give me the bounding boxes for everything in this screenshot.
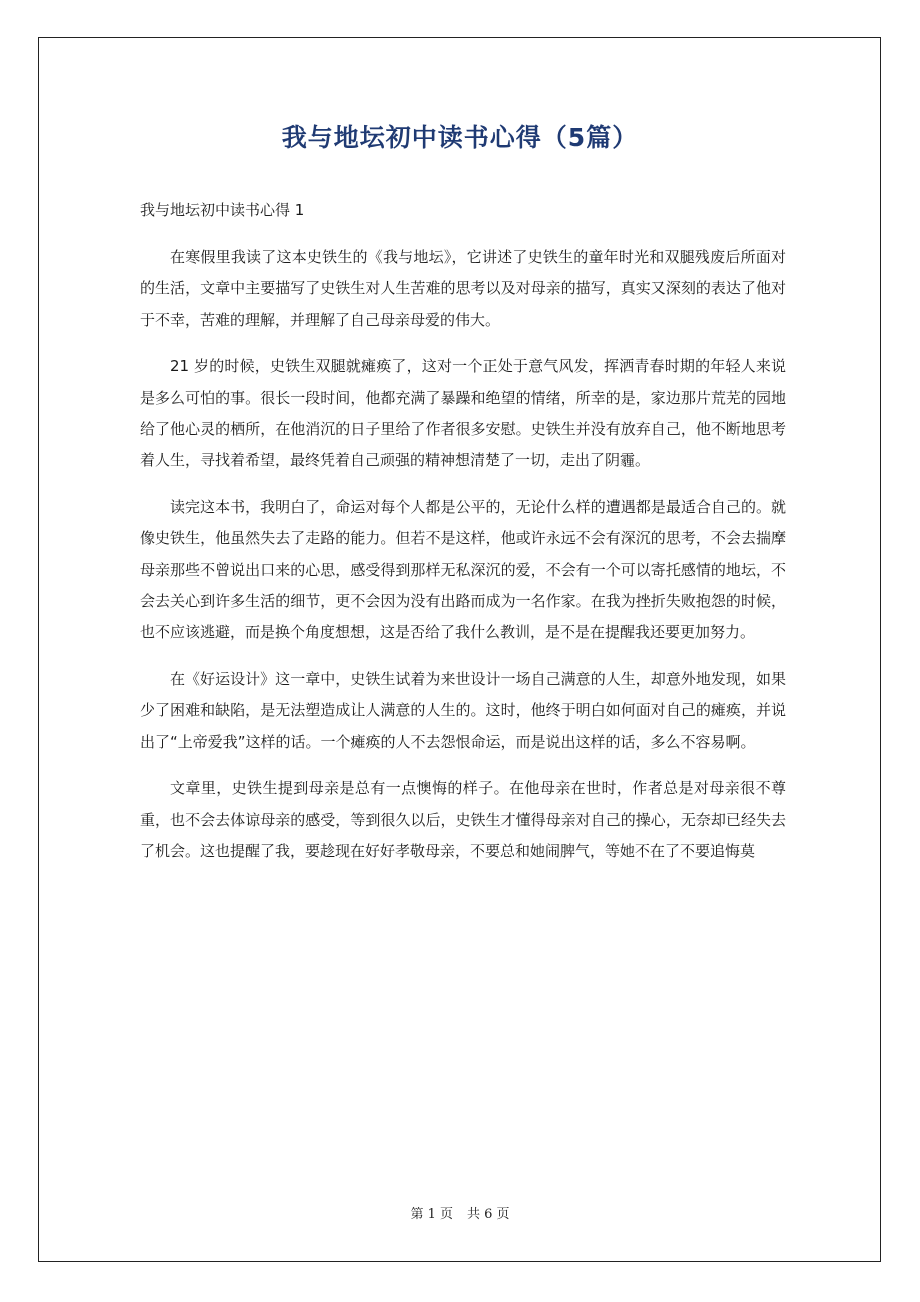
paragraph-4: 在《好运设计》这一章中，史铁生试着为来世设计一场自己满意的人生，却意外地发现，如果少了困难和缺陷，是无法塑造成让人满意的人生的。这时，他终于明白如何面对自己的瘫痪，并说出了“上帝爱我”这样的话。一个瘫痪的人不去怨恨命运，而是说出这样的话，多么不容易啊。 <box>140 669 786 751</box>
paragraph-5: 文章里，史铁生提到母亲是总有一点懊悔的样子。在他母亲在世时，作者总是对母亲很不尊重，也不会去体谅母亲的感受，等到很久以后，史铁生才懂得母亲对自己的操心，无奈却已经失去了机会。这也提醒了我，要趁现在好好孝敬母亲，不要总和她闹脾气，等她不在了不要追悔莫 <box>140 779 786 860</box>
paragraph-3: 读完这本书，我明白了，命运对每个人都是公平的，无论什么样的遭遇都是最适合自己的。就像史铁生，他虽然失去了走路的能力。但若不是这样，他或许永远不会有深沉的思考，不会去揣摩母亲那些不曾说出口来的心思，感受得到那样无私深沉的爱，不会有一个可以寄托感情的地坛，不会去关心到许多生活的细节，更不会因为没有出路而成为一名作家。在我为挫折失败抱怨的时候，也不应该逃避，而是换个角度想想，这是否给了我什么教训，是不是在提醒我还要更加努力。 <box>140 497 786 642</box>
paragraph-1: 在寒假里我读了这本史铁生的《我与地坛》，它讲述了史铁生的童年时光和双腿残废后所面对的生活，文章中主要描写了史铁生对人生苦难的思考以及对母亲的描写，真实又深刻的表达了他对于不幸，苦难的理解，并理解了自己母亲母爱的伟大。 <box>140 248 786 329</box>
document-body <box>140 196 786 882</box>
page-footer <box>0 1205 920 1225</box>
page-number: 第 1 页 <box>410 1207 453 1222</box>
page-total: 共 6 页 <box>467 1207 510 1222</box>
paragraph-2: 21 岁的时候，史铁生双腿就瘫痪了，这对一个正处于意气风发，挥洒青春时期的年轻人来说是多么可怕的事。很长一段时间，他都充满了暴躁和绝望的情绪，所幸的是，家边那片荒芜的园地给了他心灵的栖所，在他消沉的日子里给了作者很多安慰。史铁生并没有放弃自己，他不断地思考着人生，寻找着希望，最终凭着自己顽强的精神想清楚了一切，走出了阴霾。 <box>140 357 786 470</box>
document-title: 我与地坛初中读书心得（5篇） <box>281 123 639 152</box>
section-subtitle: 我与地坛初中读书心得 1 <box>140 201 305 219</box>
